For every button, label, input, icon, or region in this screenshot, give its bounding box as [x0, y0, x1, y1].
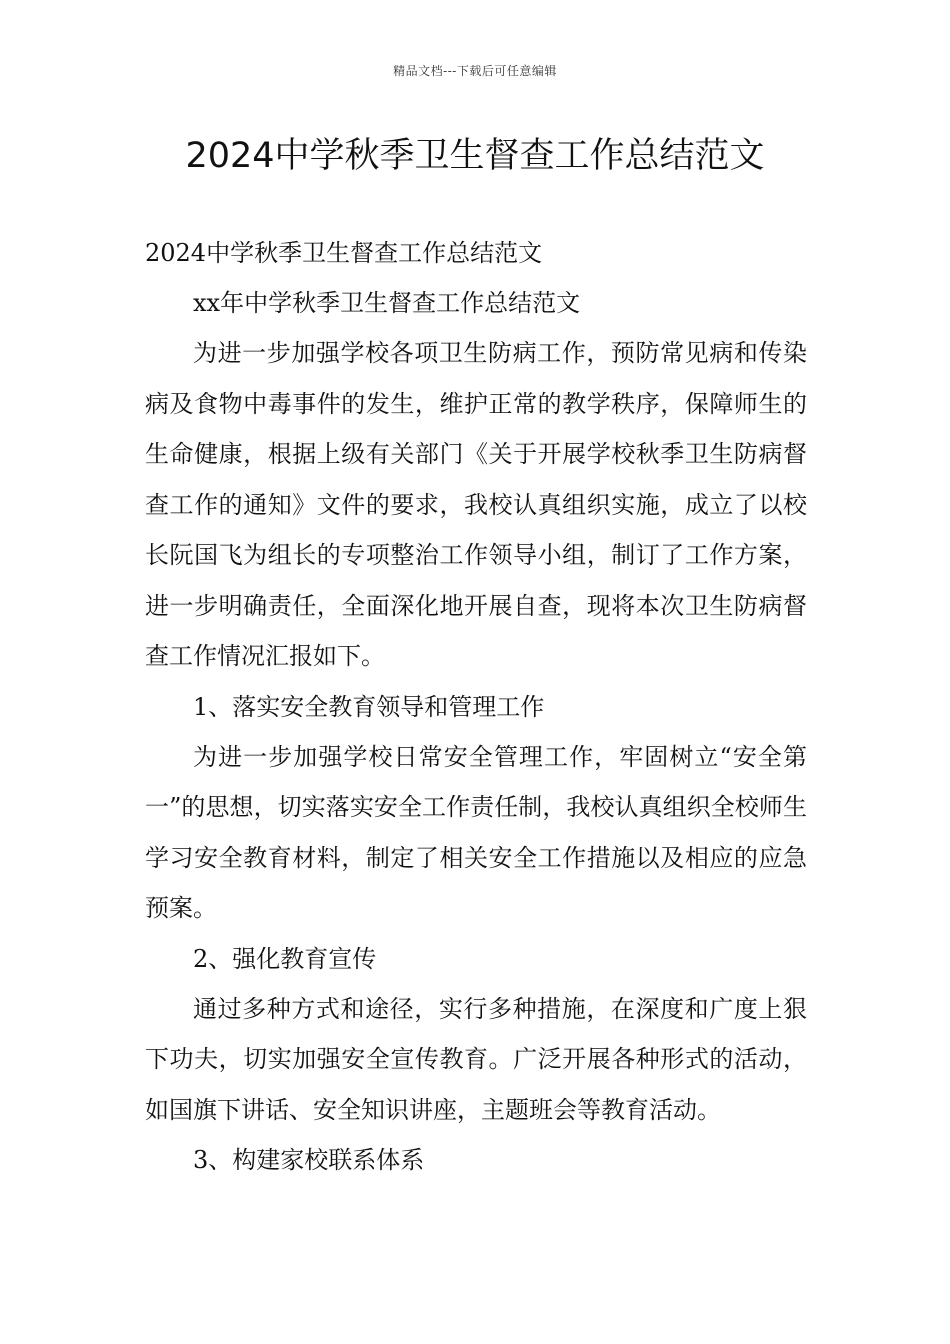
subtitle-line: 2024中学秋季卫生督查工作总结范文 [145, 239, 543, 267]
sub-title-2: xx年中学秋季卫生督查工作总结范文 [193, 289, 581, 317]
section-paragraph-1: 为进一步加强学校日常安全管理工作，牢固树立“安全第一”的思想，切实落实安全工作责任制，我校认真组织全校师生学习安全教育材料，制定了相关安全工作措施以及相应的应急预案。 [145, 742, 807, 922]
section-paragraph-2: 通过多种方式和途径，实行多种措施，在深度和广度上狠下功夫，切实加强安全宣传教育。广泛开展各种形式的活动，如国旗下讲话、安全知识讲座，主题班会等教育活动。 [145, 994, 807, 1124]
intro-paragraph: 为进一步加强学校各项卫生防病工作，预防常见病和传染病及食物中毒事件的发生，维护正常的教学秩序，保障师生的生命健康，根据上级有关部门《关于开展学校秋季卫生防病督查工作的通知》文件的要求，我校认真组织实施，成立了以校长阮国飞为组长的专项整治工作领导小组，制订了工作方案，进一步明确责任，全面深化地开展自查，现将本次卫生防病督查工作情况汇报如下。 [145, 339, 807, 670]
header-note: 精品文档---下载后可任意编辑 [393, 64, 557, 78]
document-body [145, 228, 807, 1185]
document-title: 2024中学秋季卫生督查工作总结范文 [185, 136, 765, 176]
section-heading-3: 3、构建家校联系体系 [193, 1146, 425, 1174]
section-heading-1: 1、落实安全教育领导和管理工作 [193, 692, 545, 721]
section-heading-2: 2、强化教育宣传 [193, 944, 377, 973]
